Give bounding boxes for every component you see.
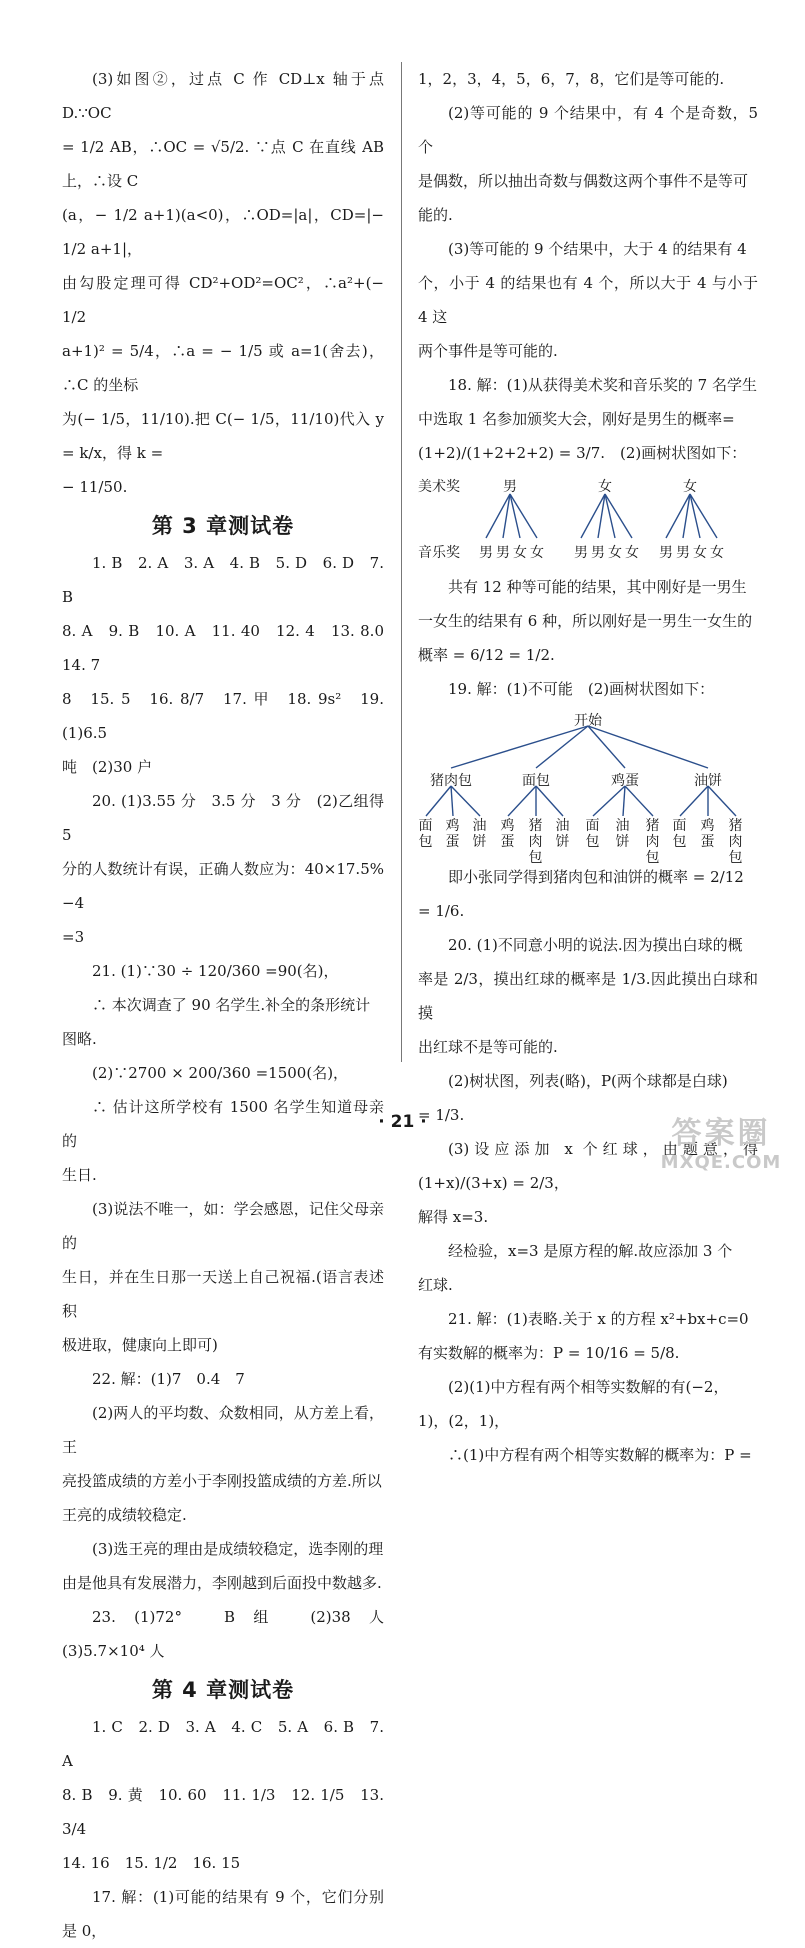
text-line: 1，2，3，4，5，6，7，8，它们是等可能的.	[418, 70, 725, 88]
text-line: (3)等可能的 9 个结果中，大于 4 的结果有 4	[448, 240, 747, 258]
answer-line: 20. (1)3.55 分 3.5 分 3 分 (2)乙组得 5	[62, 792, 384, 844]
tree-leaf: 男	[676, 545, 690, 561]
text-line: 能的.	[418, 206, 453, 224]
tree-node: 女	[598, 479, 612, 495]
tree-leaf: 油饼	[472, 818, 487, 850]
tree-leaf: 油饼	[615, 818, 630, 850]
text-line: (2)等可能的 9 个结果中，有 4 个是奇数，5 个	[418, 104, 758, 156]
text-line: (3)设应添加 x 个红球，由题意，得 (1+x)/(3+x) = 2/3，	[418, 1140, 758, 1192]
tree-leaf: 男	[479, 545, 493, 561]
tree-row1-label: 美术奖	[418, 479, 460, 495]
text-line: (2)树状图，列表(略)，P(两个球都是白球)	[448, 1072, 728, 1090]
text-line: 1)，(2，1)，	[418, 1412, 510, 1430]
page-number: · 21 ·	[378, 1112, 427, 1132]
text-line: 是偶数，所以抽出奇数与偶数这两个事件不是等可	[418, 172, 749, 190]
answer-line: 生日，并在生日那一天送上自己祝福.(语言表述积	[62, 1268, 384, 1320]
text-line: 两个事件是等可能的.	[418, 342, 558, 360]
tree-leaf: 男	[496, 545, 510, 561]
text-line: (2)(1)中方程有两个相等实数解的有(−2，	[448, 1378, 729, 1396]
tree-root: 开始	[574, 713, 602, 729]
tree-leaf: 女	[608, 545, 622, 561]
text-line: − 11/50.	[62, 478, 128, 496]
answer-line: 生日.	[62, 1166, 97, 1184]
tree-leaf: 女	[530, 545, 544, 561]
tree-leaf: 女	[693, 545, 707, 561]
tree-leaf: 猪肉包	[528, 818, 543, 866]
tree-leaf: 猪肉包	[645, 818, 660, 866]
watermark-url: MXQE.COM	[660, 1152, 782, 1173]
tree-leaf: 鸡蛋	[500, 818, 515, 850]
tree-node: 鸡蛋	[611, 773, 639, 789]
tree-leaf: 女	[710, 545, 724, 561]
tree-leaf: 面包	[585, 818, 600, 850]
tree-leaf: 男	[574, 545, 588, 561]
answer-line: 8. A 9. B 10. A 11. 40 12. 4 13. 8.0 14. 7	[62, 622, 400, 674]
tree-leaf: 面包	[418, 818, 433, 850]
answer-line: 17. 解：(1)可能的结果有 9 个，它们分别是 0，	[62, 1888, 384, 1940]
text-line: 21. 解：(1)表略.关于 x 的方程 x²+bx+c=0	[448, 1310, 749, 1328]
answer-line: 1. C 2. D 3. A 4. C 5. A 6. B 7. A	[62, 1718, 384, 1770]
text-line: 解得 x=3.	[418, 1208, 489, 1226]
text-line: 红球.	[418, 1276, 453, 1294]
text-line: = 1/6.	[418, 902, 465, 920]
right-column	[418, 62, 758, 1472]
tree-diagram-18-lines	[418, 472, 758, 568]
answer-line: 图略.	[62, 1030, 97, 1048]
text-line: 由勾股定理可得 CD²+OD²=OC²，∴a²+(− 1/2	[62, 274, 384, 326]
column-divider	[401, 62, 402, 1062]
text-line: 概率 = 6/12 = 1/2.	[418, 646, 555, 664]
tree-leaf: 猪肉包	[728, 818, 743, 866]
text-line: 为(− 1/5，11/10).把 C(− 1/5，11/10)代入 y = k/x，得 k =	[62, 410, 384, 462]
text-line: 19. 解：(1)不可能 (2)画树状图如下：	[448, 680, 715, 698]
tree-row2-label: 音乐奖	[418, 545, 460, 561]
text-line: = 1/2 AB，∴OC = √5/2. ∵点 C 在直线 AB 上，∴设 C	[62, 138, 384, 190]
text-line: 中选取 1 名参加颁奖大会，刚好是男生的概率=	[418, 410, 735, 428]
text-line: 个，小于 4 的结果也有 4 个，所以大于 4 与小于 4 这	[418, 274, 758, 326]
text-line: ∴(1)中方程有两个相等实数解的概率为：P =	[448, 1446, 752, 1464]
text-line: 18. 解：(1)从获得美术奖和音乐奖的 7 名学生	[448, 376, 757, 394]
text-line: a+1)² = 5/4，∴a = − 1/5 或 a=1(舍去)，∴C 的坐标	[62, 342, 384, 394]
text-line: (1+2)/(1+2+2+2) = 3/7. (2)画树状图如下：	[418, 444, 747, 462]
tree-leaf: 男	[659, 545, 673, 561]
tree-diagram-19	[418, 710, 758, 866]
tree-node: 猪肉包	[430, 773, 472, 789]
answer-line: ∴ 本次调查了 90 名学生.补全的条形统计	[92, 996, 371, 1014]
tree-node: 油饼	[694, 773, 722, 789]
text-line: (a，− 1/2 a+1)(a<0)，∴OD=|a|，CD=|− 1/2 a+1|，	[62, 206, 384, 258]
tree-leaf: 油饼	[555, 818, 570, 850]
answer-line: 21. (1)∵30 ÷ 120/360 =90(名)，	[92, 962, 339, 980]
tree-leaf: 女	[625, 545, 639, 561]
answer-line: 极进取，健康向上即可)	[62, 1336, 218, 1354]
answer-line: 8. B 9. 黄 10. 60 11. 1/3 12. 1/5 13. 3/4	[62, 1786, 384, 1838]
answer-line: (3)选王亮的理由是成绩较稳定，选李刚的理	[92, 1540, 384, 1558]
tree-leaf: 鸡蛋	[700, 818, 715, 850]
text-line: 经检验，x=3 是原方程的解.故应添加 3 个	[448, 1242, 733, 1260]
answer-line: 由是他具有发展潜力，李刚越到后面投中数越多.	[62, 1574, 382, 1592]
tree-node: 女	[683, 479, 697, 495]
text-line: (3)如图②，过点 C 作 CD⊥x 轴于点 D.∵OC	[62, 70, 384, 122]
answer-line: 23. (1)72° B 组 (2)38 人 (3)5.7×10⁴ 人	[62, 1608, 400, 1660]
answer-line: (2)∵2700 × 200/360 =1500(名)，	[92, 1064, 349, 1082]
text-line: 即小张同学得到猪肉包和油饼的概率 = 2/12	[448, 868, 744, 886]
tree-node: 面包	[522, 773, 550, 789]
tree-leaf: 面包	[672, 818, 687, 850]
text-line: 20. (1)不同意小明的说法.因为摸出白球的概	[448, 936, 743, 954]
tree-node: 男	[503, 479, 517, 495]
answer-line: (3)说法不唯一，如：学会感恩，记住父母亲的	[62, 1200, 384, 1252]
text-line: 共有 12 种等可能的结果，其中刚好是一男生	[448, 578, 747, 596]
tree-leaf: 男	[591, 545, 605, 561]
tree-leaf: 鸡蛋	[445, 818, 460, 850]
chapter-4-title: 第 4 章测试卷	[151, 1678, 295, 1702]
tree-diagram-18	[418, 472, 758, 568]
answer-line: 吨 (2)30 户	[62, 758, 153, 776]
answer-line: =3	[62, 928, 85, 946]
text-line: 出红球不是等可能的.	[418, 1038, 558, 1056]
answer-line: 分的人数统计有误，正确人数应为：40×17.5%−4	[62, 860, 384, 912]
text-line: 一女生的结果有 6 种，所以刚好是一男生一女生的	[418, 612, 753, 630]
text-line: 率是 2/3，摸出红球的概率是 1/3.因此摸出白球和摸	[418, 970, 758, 1022]
watermark-text: 答案圈	[671, 1116, 771, 1151]
answer-line: 王亮的成绩较稳定.	[62, 1506, 187, 1524]
answer-line: 8 15. 5 16. 8/7 17. 甲 18. 9s² 19. (1)6.5	[62, 690, 384, 742]
answer-line: 1. B 2. A 3. A 4. B 5. D 6. D 7. B	[62, 554, 384, 606]
text-line: 有实数解的概率为：P = 10/16 = 5/8.	[418, 1344, 680, 1362]
watermark-logo	[647, 1108, 795, 1192]
left-column	[62, 62, 400, 1948]
answer-line: 14. 16 15. 1/2 16. 15	[62, 1854, 241, 1872]
answer-line: 22. 解：(1)7 0.4 7	[92, 1370, 245, 1388]
text-line: = 1/3.	[418, 1106, 465, 1124]
answer-line: 亮投篮成绩的方差小于李刚投篮成绩的方差.所以	[62, 1472, 382, 1490]
chapter-3-title: 第 3 章测试卷	[151, 514, 295, 538]
tree-leaf: 女	[513, 545, 527, 561]
answer-line: ∴ 估计这所学校有 1500 名学生知道母亲的	[62, 1098, 384, 1150]
answer-line: (2)两人的平均数、众数相同，从方差上看，王	[62, 1404, 384, 1456]
